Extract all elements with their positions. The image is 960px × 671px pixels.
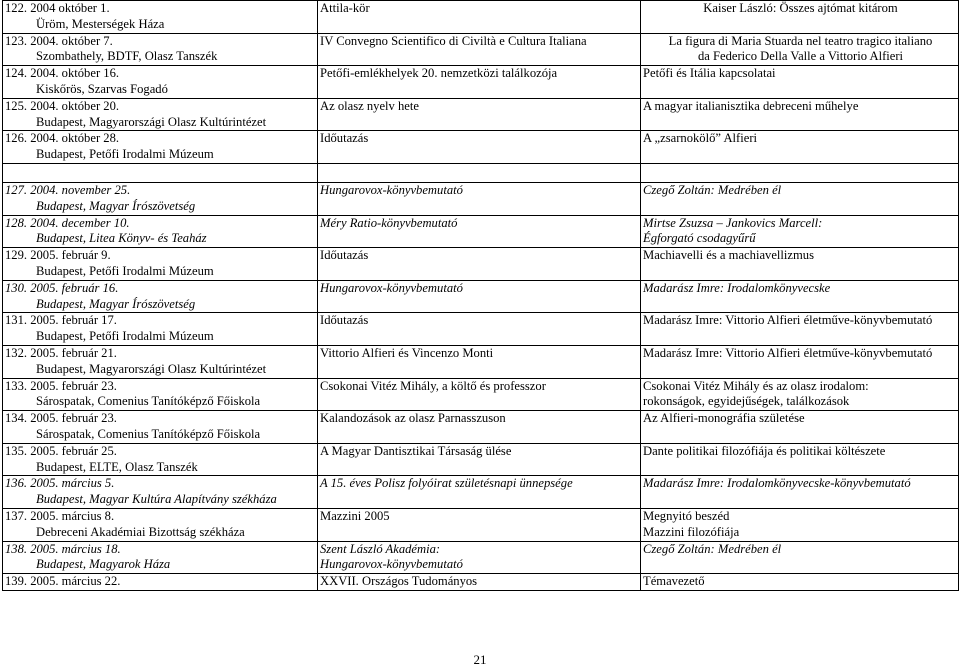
event-talk: Madarász Imre: Vittorio Alfieri életműve-könyvbemutató: [641, 313, 959, 346]
event-number-date: 131. 2005. február 17.: [5, 313, 117, 328]
event-number-date: 129. 2005. február 9.: [5, 248, 111, 263]
event-date-place: [3, 378, 318, 411]
event-place: Szombathely, BDTF, Olasz Tanszék: [36, 49, 218, 64]
event-date-place: [3, 66, 318, 99]
event-number-date: 123. 2004. október 7.: [5, 33, 113, 48]
event-talk: A „zsarnokölő” Alfieri: [641, 131, 959, 164]
event-row: [3, 443, 959, 476]
event-number-date: 127. 2004. november 25.: [5, 182, 131, 197]
event-talk: A magyar italianisztika debreceni műhelye: [641, 98, 959, 131]
event-row: [3, 378, 959, 411]
event-date-place: [3, 541, 318, 574]
event-row: [3, 280, 959, 313]
event-date-place: [3, 98, 318, 131]
event-number-date: 122. 2004 október 1.: [5, 1, 110, 15]
event-title: Méry Ratio-könyvbemutató: [318, 215, 641, 248]
event-place: Budapest, Petőfi Irodalmi Múzeum: [36, 147, 214, 162]
event-row: [3, 574, 959, 591]
event-place: Kiskőrös, Szarvas Fogadó: [36, 81, 168, 96]
event-number-date: 126. 2004. október 28.: [5, 131, 120, 146]
event-title: XXVII. Országos Tudományos: [318, 574, 641, 591]
event-title: Hungarovox-könyvbemutató: [318, 182, 641, 215]
event-date-place: [3, 508, 318, 541]
event-number-date: 134. 2005. február 23.: [5, 411, 117, 426]
event-place: Sárospatak, Comenius Tanítóképző Főiskola: [36, 426, 261, 441]
event-number-date: 132. 2005. február 21.: [5, 345, 117, 360]
event-place: Budapest, Petőfi Irodalmi Múzeum: [36, 263, 214, 278]
event-title: Hungarovox-könyvbemutató: [318, 280, 641, 313]
event-title: Szent László Akadémia: Hungarovox-könyvbemutató: [318, 541, 641, 574]
event-talk: Petőfi és Itália kapcsolatai: [641, 66, 959, 99]
event-date-place: [3, 411, 318, 444]
event-date-place: [3, 345, 318, 378]
event-date-place: [3, 215, 318, 248]
event-place: Budapest, ELTE, Olasz Tanszék: [36, 459, 198, 474]
event-talk: Czegő Zoltán: Medrében él: [641, 182, 959, 215]
event-title: Mazzini 2005: [318, 508, 641, 541]
event-talk: Csokonai Vitéz Mihály és az olasz irodalom: rokonságok, egyidejűségek, találkozások: [641, 378, 959, 411]
event-date-place: [3, 248, 318, 281]
page-number: 21: [473, 652, 487, 667]
events-table: [2, 0, 959, 591]
event-row: [3, 1, 959, 34]
event-title: A Magyar Dantisztikai Társaság ülése: [318, 443, 641, 476]
event-number-date: 125. 2004. október 20.: [5, 98, 120, 113]
event-number-date: 135. 2005. február 25.: [5, 443, 117, 458]
event-date-place: [3, 1, 318, 34]
event-place: Sárospatak, Comenius Tanítóképző Főiskola: [36, 394, 261, 409]
event-number-date: 133. 2005. február 23.: [5, 378, 117, 393]
event-row: [3, 66, 959, 99]
event-number-date: 124. 2004. október 16.: [5, 66, 120, 81]
event-row: [3, 33, 959, 66]
event-title: Csokonai Vitéz Mihály, a költő és professzor: [318, 378, 641, 411]
event-place: Budapest, Petőfi Irodalmi Múzeum: [36, 329, 214, 344]
event-title: Petőfi-emlékhelyek 20. nemzetközi találkozója: [318, 66, 641, 99]
event-place: Budapest, Magyarok Háza: [36, 557, 171, 572]
event-title: Az olasz nyelv hete: [318, 98, 641, 131]
event-place: Budapest, Litea Könyv- és Teaház: [36, 231, 207, 246]
event-talk: Az Alfieri-monográfia születése: [641, 411, 959, 444]
event-talk: Madarász Imre: Irodalomkönyvecske: [641, 280, 959, 313]
event-title: Attila-kör: [318, 1, 641, 34]
event-row: [3, 313, 959, 346]
event-title: Vittorio Alfieri és Vincenzo Monti: [318, 345, 641, 378]
event-row: [3, 476, 959, 509]
event-place: Debreceni Akadémiai Bizottság székháza: [36, 524, 245, 539]
event-place: Üröm, Mesterségek Háza: [36, 16, 165, 31]
event-date-place: [3, 280, 318, 313]
event-date-place: [3, 131, 318, 164]
event-place: Budapest, Magyar Írószövetség: [36, 296, 196, 311]
event-date-place: [3, 182, 318, 215]
event-number-date: 130. 2005. február 16.: [5, 280, 119, 295]
event-title: Kalandozások az olasz Parnasszuson: [318, 411, 641, 444]
event-number-date: 128. 2004. december 10.: [5, 215, 130, 230]
event-date-place: [3, 476, 318, 509]
event-place: Budapest, Magyar Kultúra Alapítvány székháza: [36, 492, 277, 507]
event-talk: Témavezető: [641, 574, 959, 591]
event-talk: Madarász Imre: Vittorio Alfieri életműve-könyvbemutató: [641, 345, 959, 378]
event-title: A 15. éves Polisz folyóirat születésnapi ünnepsége: [318, 476, 641, 509]
event-title: Időutazás: [318, 313, 641, 346]
event-number-date: 138. 2005. március 18.: [5, 541, 121, 556]
event-talk: Madarász Imre: Irodalomkönyvecske-könyvbemutató: [641, 476, 959, 509]
event-number-date: 139. 2005. március 22.: [5, 574, 121, 589]
event-place: Budapest, Magyarországi Olasz Kultúrintézet: [36, 114, 267, 129]
event-row: [3, 182, 959, 215]
event-row: [3, 345, 959, 378]
event-row: [3, 215, 959, 248]
event-date-place: [3, 313, 318, 346]
event-talk: Mirtse Zsuzsa – Jankovics Marcell: Égforgató csodagyűrű: [641, 215, 959, 248]
event-row: [3, 541, 959, 574]
event-title: IV Convegno Scientifico di Civiltà e Cultura Italiana: [318, 33, 641, 66]
event-title: Időutazás: [318, 248, 641, 281]
event-date-place: [3, 574, 318, 591]
section-gap: [3, 163, 959, 182]
event-talk: Czegő Zoltán: Medrében él: [641, 541, 959, 574]
event-talk: Dante politikai filozófiája és politikai költészete: [641, 443, 959, 476]
event-place: Budapest, Magyarországi Olasz Kultúrintézet: [36, 361, 267, 376]
event-talk: Machiavelli és a machiavellizmus: [641, 248, 959, 281]
event-number-date: 136. 2005. március 5.: [5, 476, 115, 491]
event-talk: Kaiser László: Összes ajtómat kitárom: [641, 1, 959, 34]
event-row: [3, 508, 959, 541]
event-place: Budapest, Magyar Írószövetség: [36, 198, 196, 213]
event-row: [3, 131, 959, 164]
event-number-date: 137. 2005. március 8.: [5, 508, 115, 523]
event-date-place: [3, 443, 318, 476]
event-date-place: [3, 33, 318, 66]
event-row: [3, 248, 959, 281]
event-row: [3, 98, 959, 131]
event-talk: Megnyitó beszéd Mazzini filozófiája: [641, 508, 959, 541]
event-title: Időutazás: [318, 131, 641, 164]
event-talk: La figura di Maria Stuarda nel teatro tragico italiano da Federico Della Valle a Vittorio Alfieri: [641, 33, 959, 66]
event-row: [3, 411, 959, 444]
